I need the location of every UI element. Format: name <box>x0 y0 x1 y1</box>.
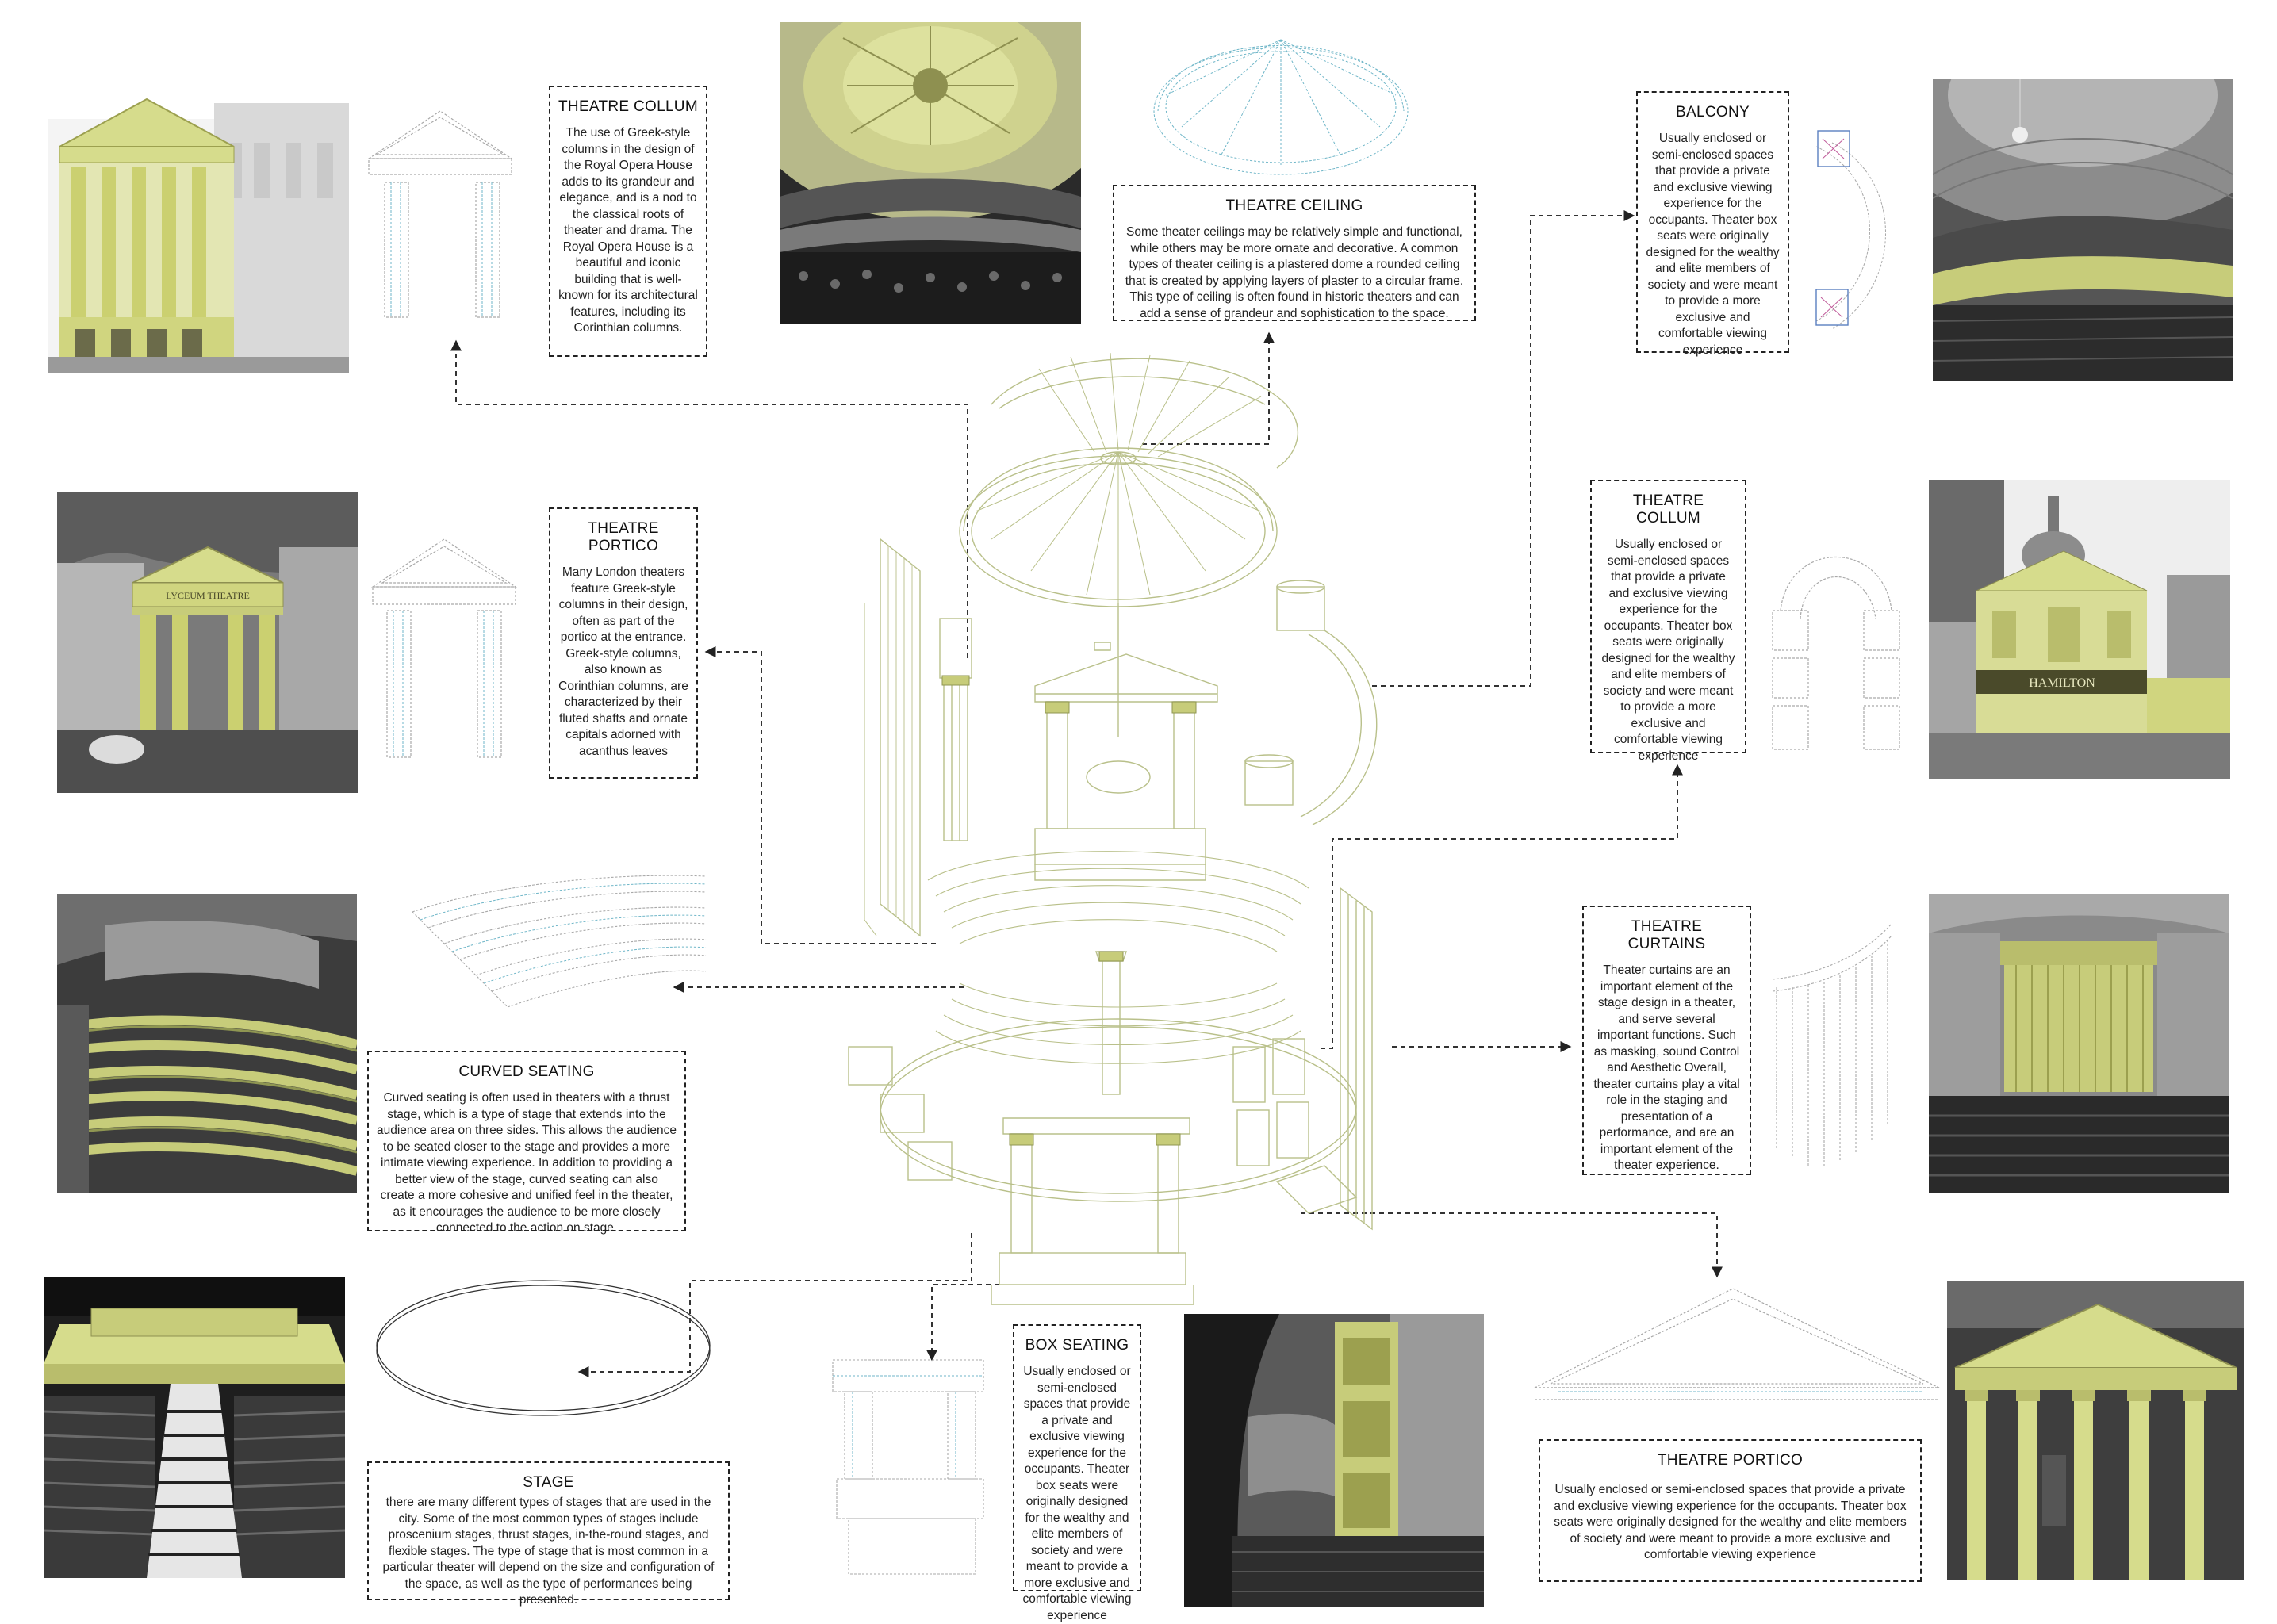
panel-title: THEATRE CEILING <box>1225 197 1363 214</box>
panel-body: The use of Greek-style columns in the design of the Royal Opera House adds to its grandeur and elegance, and is a nod to the classical roots of theater and drama. The Royal Opera House is a beautiful and iconic building that is well-known for its architectural features, including its Corinthian columns. <box>558 126 698 335</box>
panel-theatre-curtains <box>1582 906 1751 1175</box>
panel-body: Usually enclosed or semi-enclosed spaces that provide a private and exclusive viewing experience for the occupants. Theater box seats were originally designed for the wealthy and elite members of society and were meant to provide a more exclusive and comfortable viewing experience <box>1601 538 1735 763</box>
lyceum-sign: LYCEUM THEATRE <box>166 590 250 601</box>
sketch-portico-left <box>365 527 523 765</box>
sketch-balcony-curve <box>1800 99 1896 361</box>
panel-theatre-portico-bottom <box>1539 1439 1922 1582</box>
panel-title: THEATRE COLLUM <box>1632 492 1704 527</box>
panel-body: Usually enclosed or semi-enclosed spaces that provide a private and exclusive viewing experience for the occupants. Theater box seats were originally designed for the wealthy and elite members of society and were meant to provide a more exclusive and comfortable viewing experience <box>1022 1365 1132 1622</box>
sketch-curtains <box>1765 912 1899 1182</box>
panel-box-seating <box>1013 1324 1141 1622</box>
photo-portico-bottom <box>1947 1281 2244 1580</box>
panel-title: BALCONY <box>1676 104 1750 121</box>
panel-balcony <box>1636 91 1789 357</box>
sketch-stage-ellipse <box>369 1273 718 1427</box>
exploded-axonometric-diagram <box>833 333 1404 1316</box>
panel-body: Theater curtains are an important element of the stage design in a theater, and serve several important functions. Such as masking, sound Control and Aesthetic Overall, theater curtains play a vital role in the staging and presentation of a performance, and are an important element of the theater experience. <box>1593 963 1740 1172</box>
photo-lyceum-theatre <box>57 492 358 793</box>
panel-body: there are many different types of stages that are used in the city. Some of the most common types of stages include proscenium stages, thrust stages, in-the-round stages, and flexible stages. The type of stage that is most common in a particular theater will depend on the size and configuration of the space, as well as the type of performances being presented. <box>382 1496 715 1607</box>
sketch-column-pediment-top <box>361 95 519 325</box>
panel-title: THEATRE PORTICO <box>588 520 659 554</box>
panel-theatre-collum-right <box>1590 480 1746 763</box>
photo-box-seating <box>1184 1314 1484 1607</box>
photo-victoria-palace-hamilton <box>1929 480 2230 779</box>
photo-theatre-curtains <box>1929 894 2229 1193</box>
photo-royal-opera-house <box>48 71 349 373</box>
sketch-curved-seating <box>397 864 714 1031</box>
sketch-collum-arch <box>1757 531 1915 761</box>
photo-theatre-ceiling <box>780 22 1081 324</box>
panel-title: THEATRE COLLUM <box>558 98 698 115</box>
sketch-portico-pediment-bottom <box>1527 1277 1947 1411</box>
panel-body: Usually enclosed or semi-enclosed spaces that provide a private and exclusive viewing experience for the occupants. Theater box seats were originally designed for the wealthy and elite members of society and were meant to provide a more exclusive and comfortable viewing experience <box>1646 132 1780 357</box>
panel-theatre-portico-left <box>549 508 698 779</box>
hamilton-sign: HAMILTON <box>2029 676 2095 690</box>
panel-title: CURVED SEATING <box>458 1063 595 1080</box>
sketch-ceiling-dome <box>1150 16 1412 182</box>
panel-stage <box>367 1461 730 1607</box>
panel-body: Some theater ceilings may be relatively simple and functional, while others may be more ornate and decorative. A common types of theater ceiling is a plastered dome a rounded ceiling that is created by applying layers of plaster to a circular frame. This type of ceiling is often found in historic theaters and can add a sense of grandeur and sophistication to the space. <box>1125 225 1464 320</box>
panel-curved-seating <box>367 1051 686 1235</box>
panel-body: Many London theaters feature Greek-style columns in their design, often as part of the portico at the entrance. Greek-style columns, also known as Corinthian columns, are characterized by their fluted shafts and ornate capitals adorned with acanthus leaves <box>558 565 688 758</box>
panel-body: Usually enclosed or semi-enclosed spaces that provide a private and exclusive viewing experience for the occupants. Theater box seats were originally designed for the wealthy and elite members of society and were meant to provide a more exclusive and comfortable viewing experience <box>1554 1483 1907 1561</box>
photo-curved-seating <box>57 894 357 1193</box>
panel-title: THEATRE CURTAINS <box>1627 918 1706 952</box>
sketch-box-seating <box>825 1344 995 1582</box>
panel-body: Curved seating is often used in theaters with a thrust stage, which is a type of stage that extends into the audience area on three sides. This allows the audience to be seated closer to the stage and provides a more intimate viewing experience. In addition to providing a better view of the stage, curved seating can also create a more cohesive and unified feel in the theater, as it encourages the audience to be more closely connected to the action on stage. <box>377 1091 677 1235</box>
panel-title: BOX SEATING <box>1025 1337 1129 1354</box>
panel-theatre-ceiling <box>1113 185 1476 321</box>
photo-balcony-interior <box>1933 79 2233 381</box>
panel-theatre-collum-top <box>549 86 707 357</box>
panel-title: THEATRE PORTICO <box>1657 1452 1804 1469</box>
photo-stage <box>44 1277 345 1578</box>
panel-title: STAGE <box>523 1474 574 1491</box>
